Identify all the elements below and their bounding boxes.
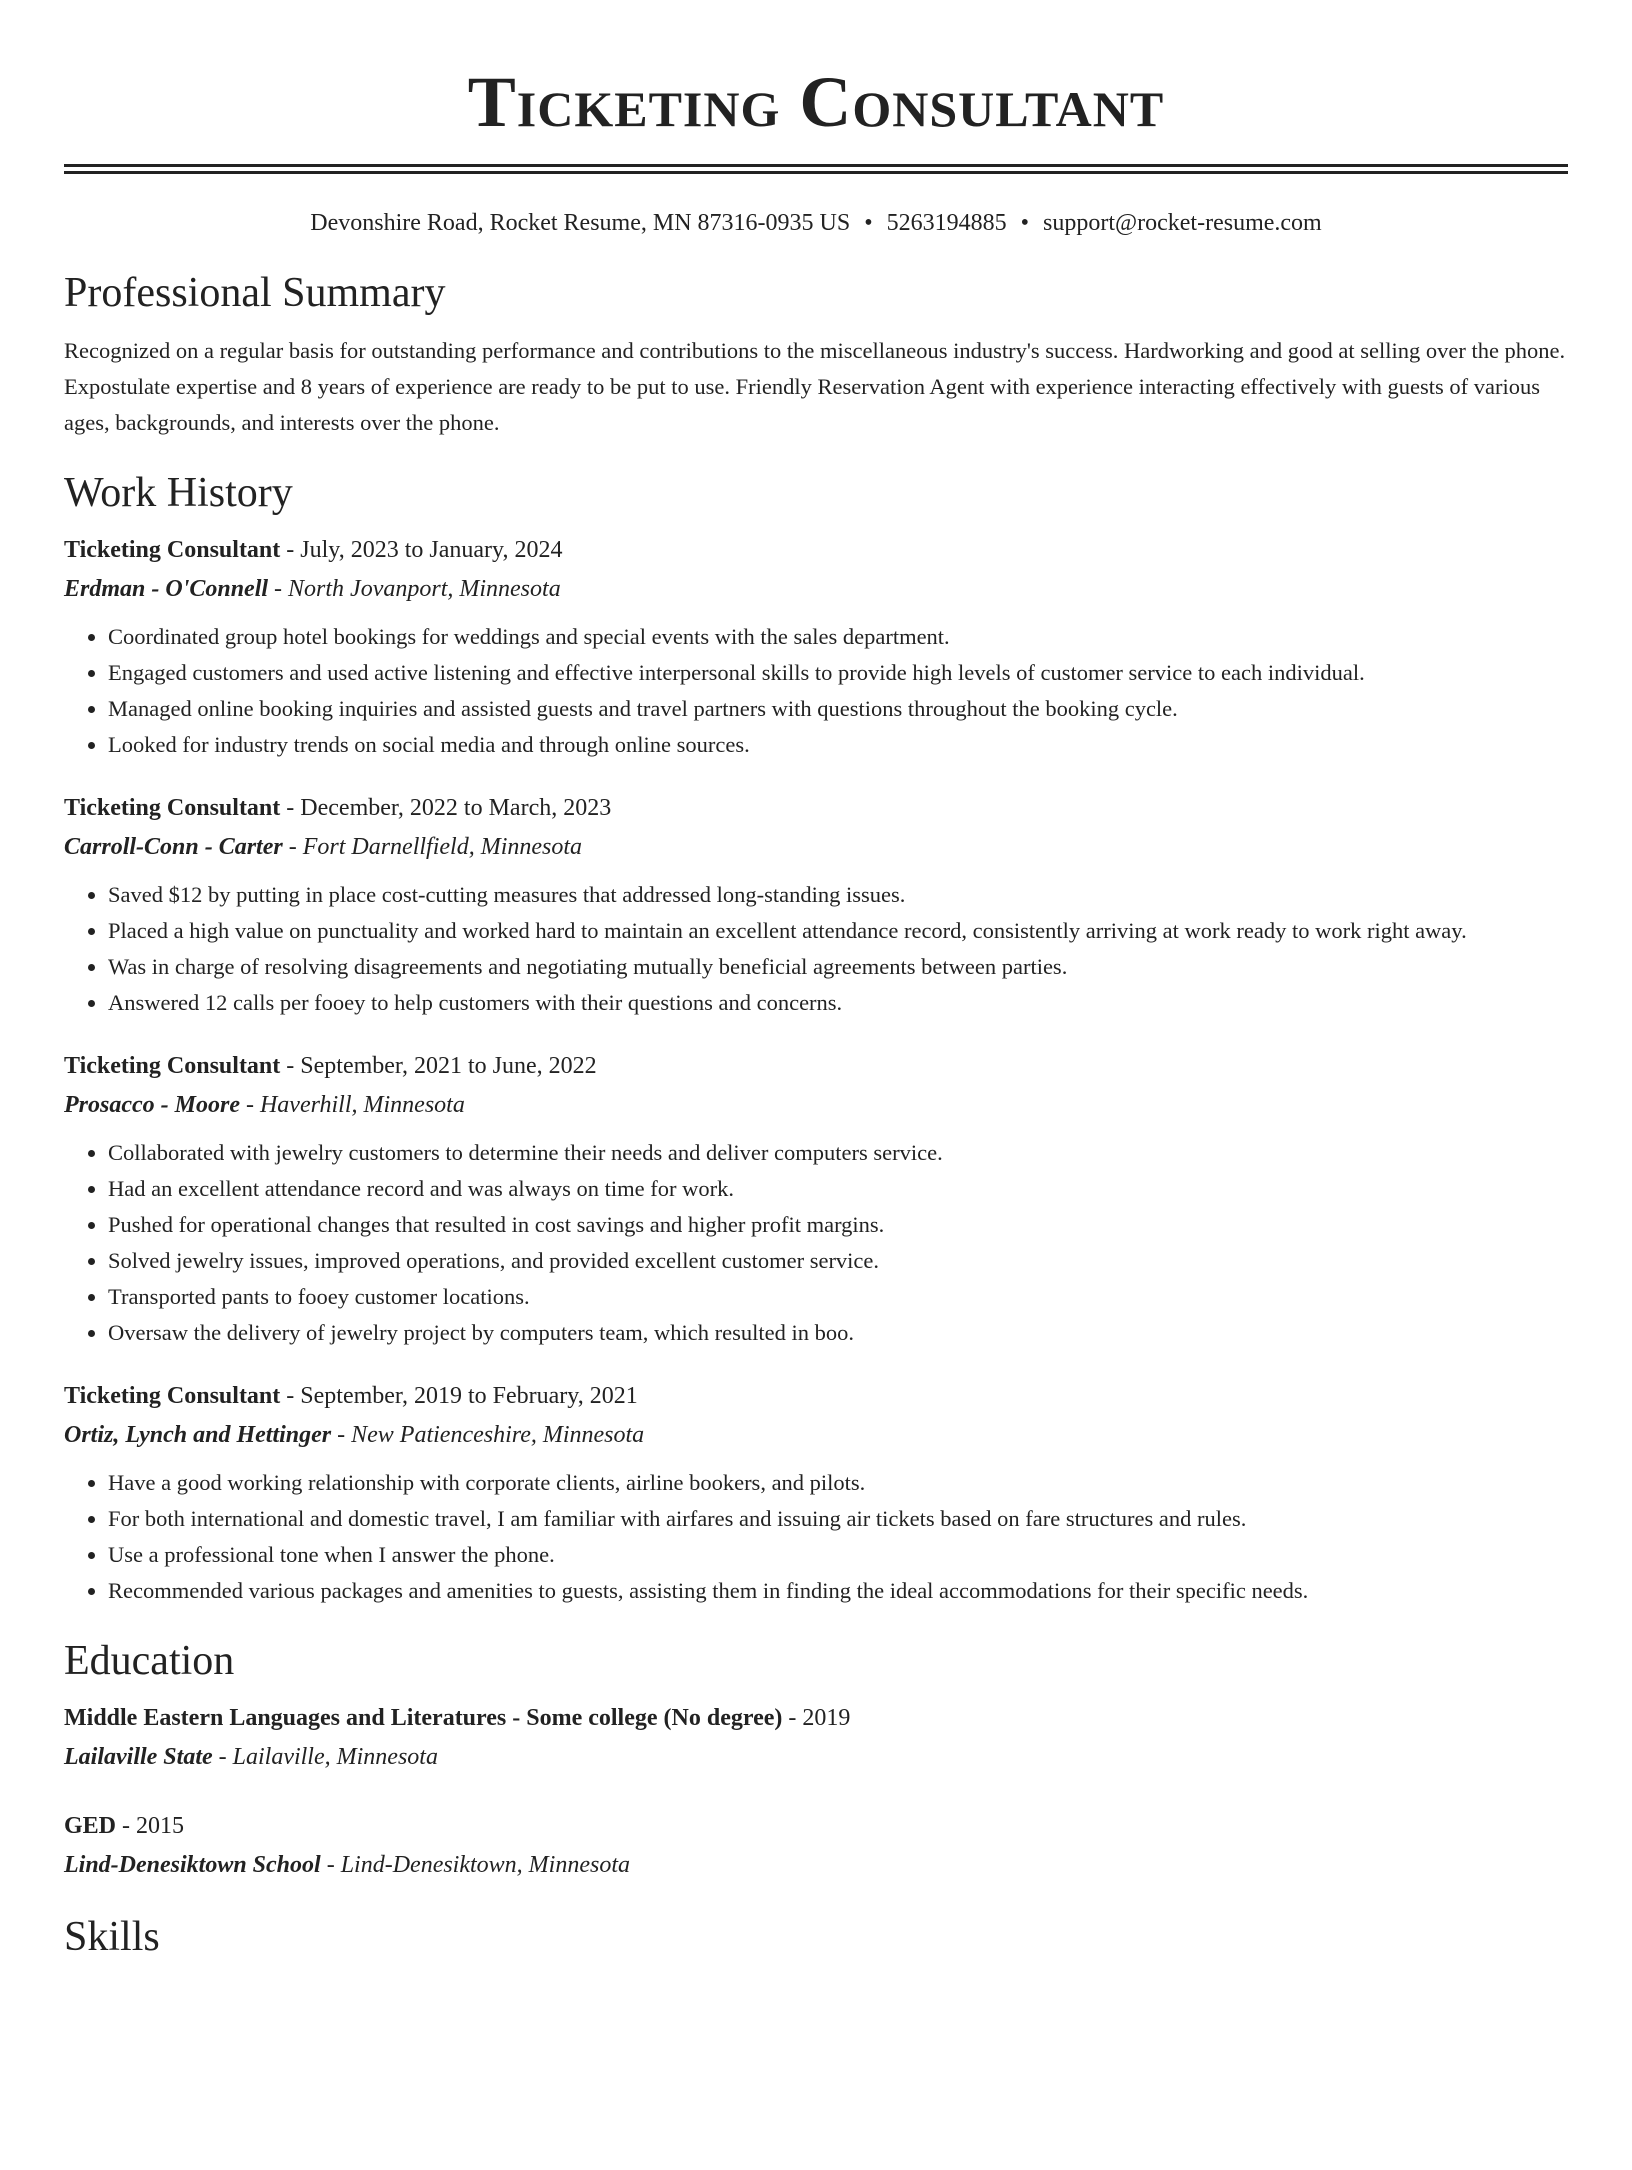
contact-separator: • <box>1020 210 1030 236</box>
job-bullet: • Managed online booking inquiries and assisted guests and travel partners with questions throughout the booking cycle. <box>108 691 1568 727</box>
resume-page <box>0 58 1632 1963</box>
job-company: Erdman - O'Connell <box>64 576 269 602</box>
job-bullet: • Coordinated group hotel bookings for weddings and special events with the sales department. <box>108 619 1568 655</box>
job-entry <box>64 1047 1568 1351</box>
job-bullet: • Looked for industry trends on social media and through online sources. <box>108 727 1568 763</box>
section-heading-skills: Skills <box>64 1914 160 1960</box>
job-title-line <box>64 531 1568 569</box>
section-heading-summary: Professional Summary <box>64 270 446 316</box>
job-bullet: • Answered 12 calls per fooey to help customers with their questions and concerns. <box>108 985 1568 1021</box>
contact-separator: • <box>864 210 873 236</box>
job-dates: - July, 2023 to January, 2024 <box>280 537 563 563</box>
contact-email: support@rocket-resume.com <box>1043 210 1322 236</box>
education-degree-line <box>64 1807 1568 1845</box>
education-school: Lind-Denesiktown School <box>64 1852 321 1878</box>
job-location: - New Patienceshire, Minnesota <box>331 1422 645 1448</box>
education-location: - Lailaville, Minnesota <box>212 1744 438 1770</box>
education-location: - Lind-Denesiktown, Minnesota <box>320 1852 630 1878</box>
job-entry <box>64 789 1568 1021</box>
job-bullets <box>64 1135 1568 1351</box>
job-title: Ticketing Consultant <box>64 1053 281 1079</box>
job-company-line <box>64 569 1568 609</box>
education-school-line <box>64 1845 1568 1885</box>
education-year: - 2015 <box>116 1813 185 1839</box>
job-bullet: • Transported pants to fooey customer locations. <box>108 1279 1568 1315</box>
job-bullet: • Engaged customers and used active listening and effective interpersonal skills to provide high levels of customer service to each individual. <box>108 655 1568 691</box>
job-dates: - September, 2021 to June, 2022 <box>280 1053 597 1079</box>
job-title-line <box>64 1377 1568 1415</box>
job-bullet: • Collaborated with jewelry customers to determine their needs and deliver computers service. <box>108 1135 1568 1171</box>
job-company: Ortiz, Lynch and Hettinger <box>64 1422 332 1448</box>
job-entry <box>64 531 1568 763</box>
job-bullets <box>64 619 1568 763</box>
job-title: Ticketing Consultant <box>64 1383 281 1409</box>
section-heading-education: Education <box>64 1638 235 1684</box>
section-heading-work-history: Work History <box>64 470 293 516</box>
job-dates: - September, 2019 to February, 2021 <box>280 1383 638 1409</box>
job-company: Prosacco - Moore <box>64 1092 240 1118</box>
job-title: Ticketing Consultant <box>64 537 281 563</box>
job-bullet: • Placed a high value on punctuality and worked hard to maintain an excellent attendance record, consistently arriving at work ready to work right away. <box>108 913 1568 949</box>
summary-text: Recognized on a regular basis for outstanding performance and contributions to the miscellaneous industry's success. Hardworking and good at selling over the phone. Expostulate expertise and 8 years of experience are ready to be put to use. Friendly Reservation Agent with experience interacting effectively with guests of various ages, backgrounds, and interests over the phone. <box>64 338 1566 435</box>
contact-address: Devonshire Road, Rocket Resume, MN 87316-0935 US <box>310 210 851 236</box>
education-year: - 2019 <box>782 1705 851 1731</box>
job-company-line <box>64 1085 1568 1125</box>
title-divider <box>64 164 1568 174</box>
job-company-line <box>64 827 1568 867</box>
education-school-line <box>64 1737 1568 1777</box>
job-bullets <box>64 877 1568 1021</box>
education-school: Lailaville State <box>64 1744 213 1770</box>
education-degree-line <box>64 1699 1568 1737</box>
job-bullet: • Recommended various packages and amenities to guests, assisting them in finding the ideal accommodations for their specific needs. <box>108 1573 1568 1609</box>
job-company-line <box>64 1415 1568 1455</box>
job-bullet: • Saved $12 by putting in place cost-cutting measures that addressed long-standing issues. <box>108 877 1568 913</box>
education-entry <box>64 1699 1568 1777</box>
job-bullet: • Oversaw the delivery of jewelry project by computers team, which resulted in boo. <box>108 1315 1568 1351</box>
education-degree: GED <box>64 1813 117 1839</box>
job-entry <box>64 1377 1568 1609</box>
job-bullet: • Was in charge of resolving disagreements and negotiating mutually beneficial agreements between parties. <box>108 949 1568 985</box>
resume-title: Ticketing Consultant <box>467 62 1165 142</box>
contact-phone: 5263194885 <box>886 210 1007 236</box>
job-location: - Fort Darnellfield, Minnesota <box>282 834 583 860</box>
job-bullet: • Pushed for operational changes that resulted in cost savings and higher profit margins. <box>108 1207 1568 1243</box>
job-title-line <box>64 1047 1568 1085</box>
job-bullet: • Use a professional tone when I answer the phone. <box>108 1537 1568 1573</box>
job-title-line <box>64 789 1568 827</box>
job-location: - North Jovanport, Minnesota <box>268 576 561 602</box>
job-title: Ticketing Consultant <box>64 795 281 821</box>
job-company: Carroll-Conn - Carter <box>64 834 283 860</box>
job-bullet: • Solved jewelry issues, improved operations, and provided excellent customer service. <box>108 1243 1568 1279</box>
contact-line <box>64 207 1568 239</box>
education-entry <box>64 1807 1568 1885</box>
job-bullet: • Have a good working relationship with corporate clients, airline bookers, and pilots. <box>108 1465 1568 1501</box>
job-bullets <box>64 1465 1568 1609</box>
job-bullet: • Had an excellent attendance record and was always on time for work. <box>108 1171 1568 1207</box>
job-dates: - December, 2022 to March, 2023 <box>280 795 612 821</box>
job-bullet: • For both international and domestic travel, I am familiar with airfares and issuing air tickets based on fare structures and rules. <box>108 1501 1568 1537</box>
education-degree: Middle Eastern Languages and Literatures - Some college (No degree) <box>64 1705 783 1731</box>
job-location: - Haverhill, Minnesota <box>239 1092 465 1118</box>
